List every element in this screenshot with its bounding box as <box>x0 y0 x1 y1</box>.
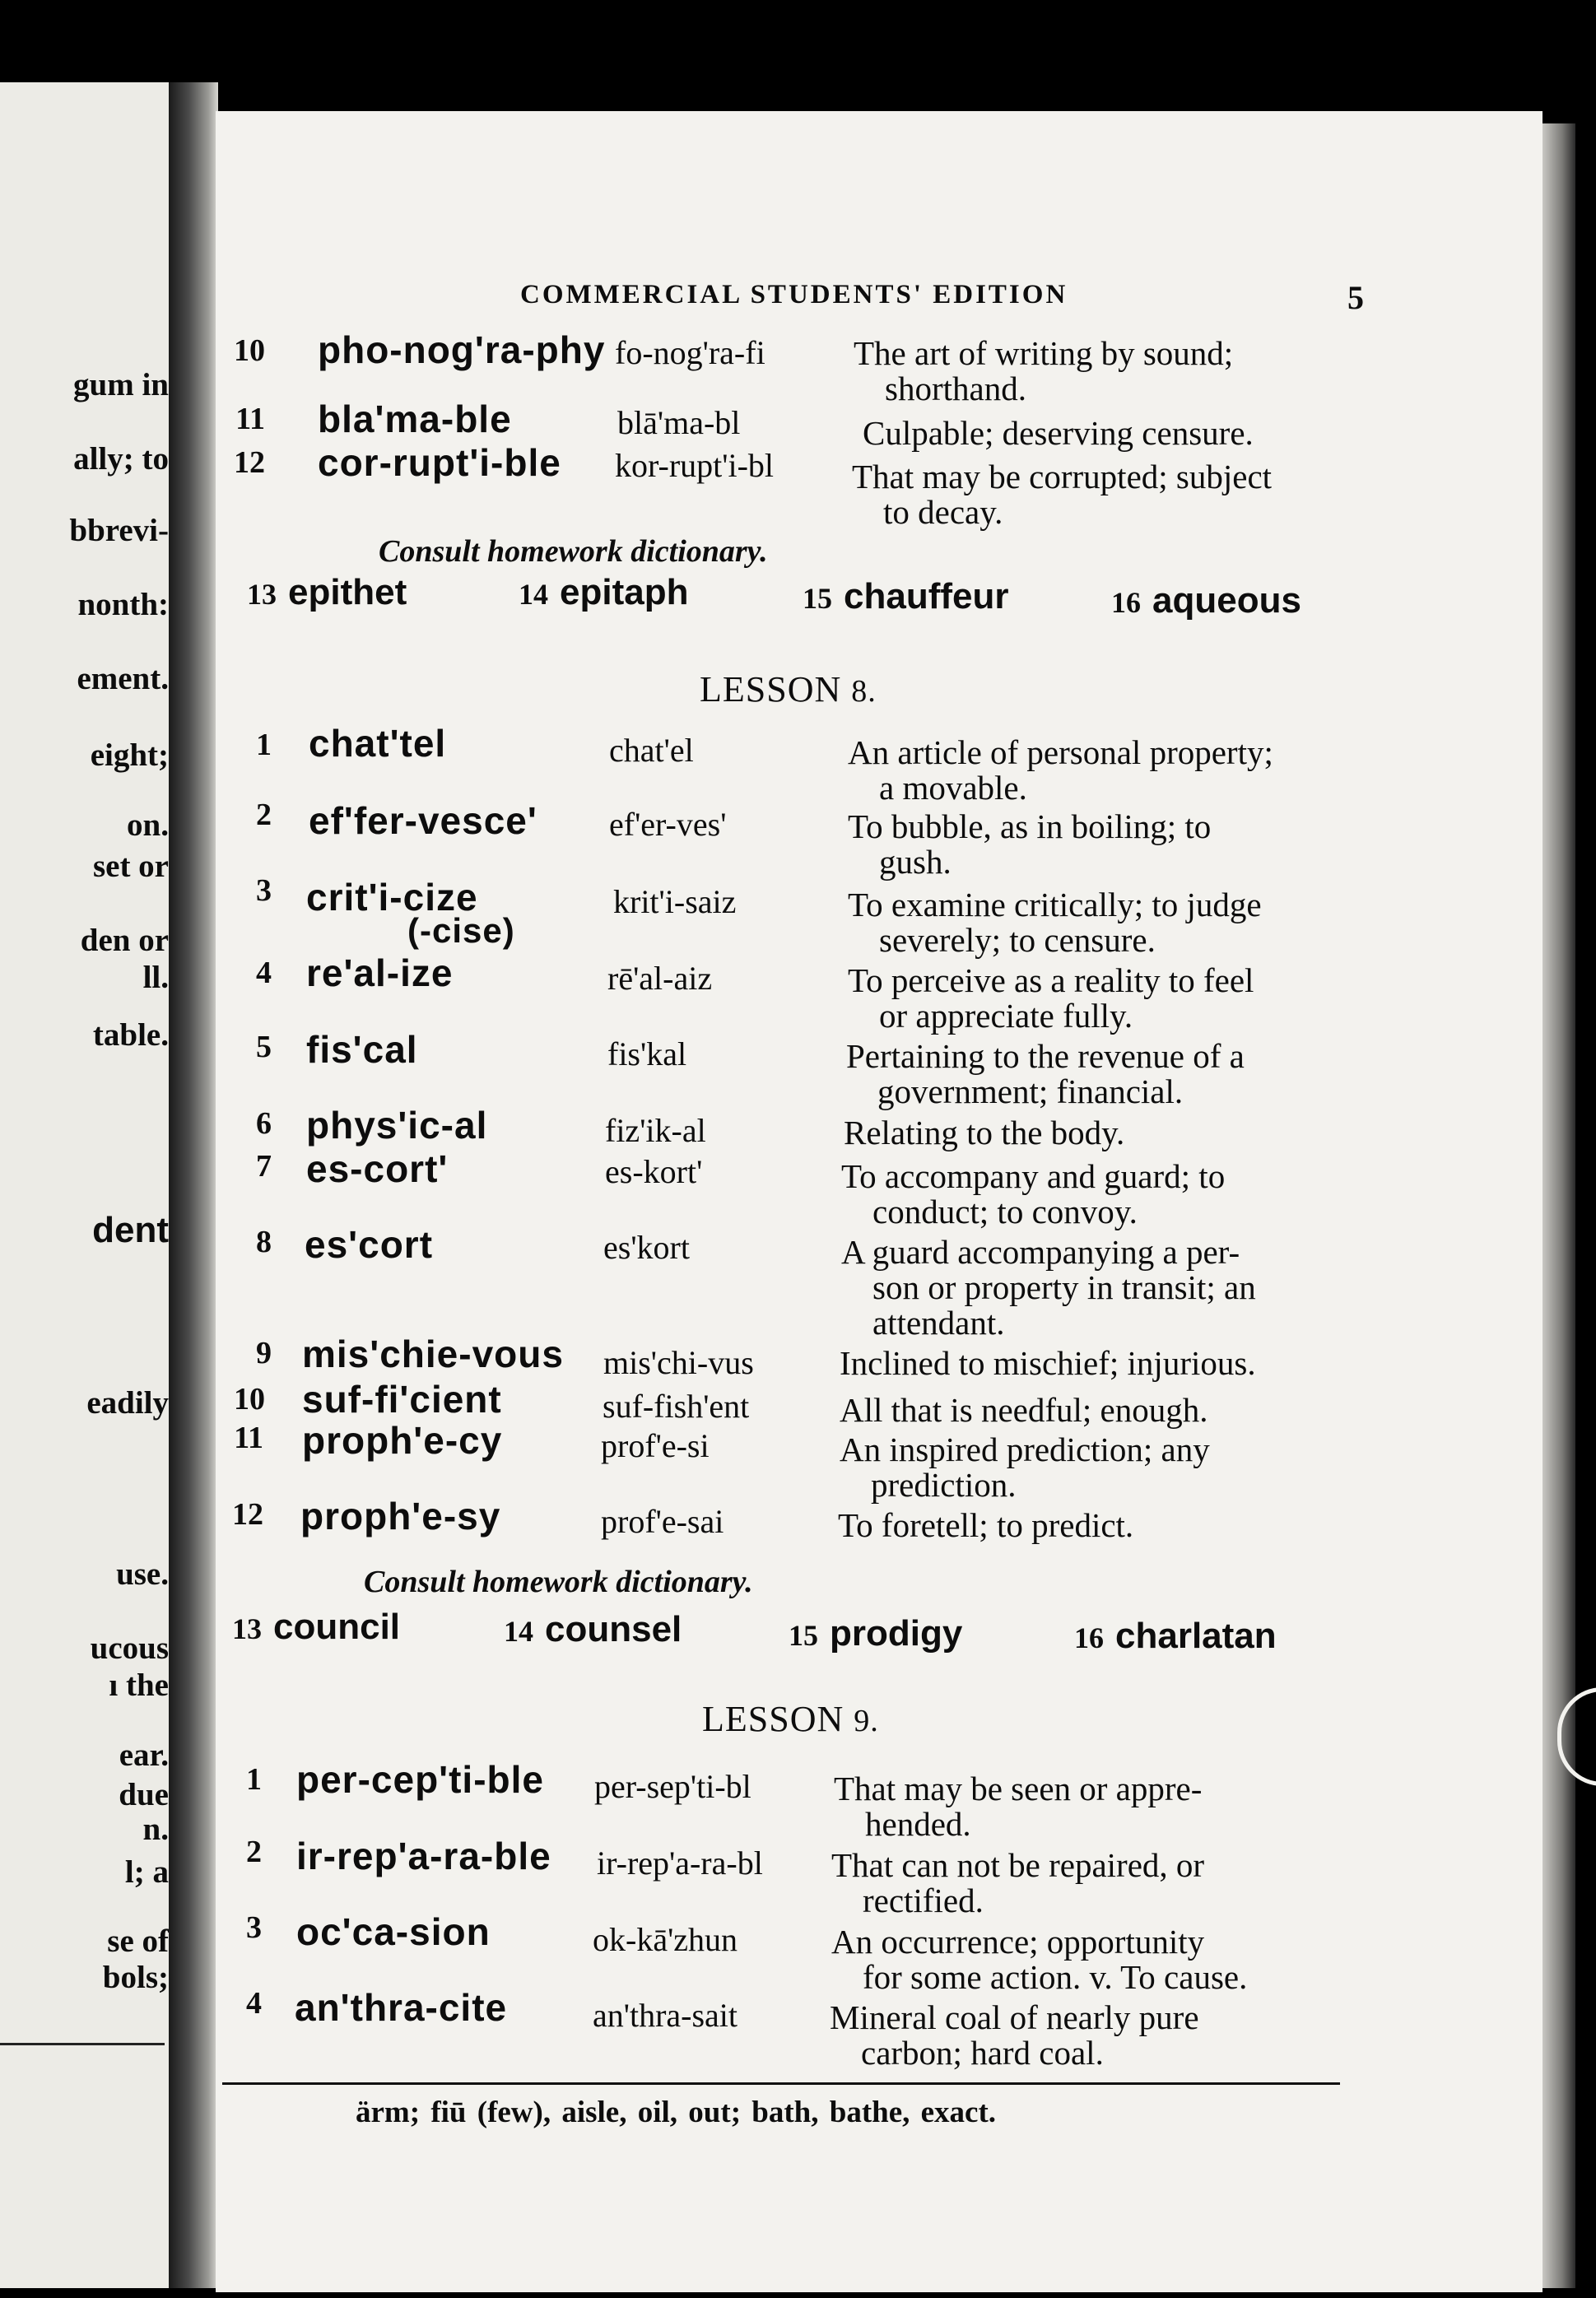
consult-note: Consult homework dictionary. <box>364 1565 753 1599</box>
entry-word: re'al-ize <box>306 951 454 994</box>
entry-pronunciation: mis'chi-vus <box>603 1344 754 1381</box>
entry-number: 12 <box>232 1497 263 1532</box>
entry-definition: An article of personal property; a movable. <box>848 733 1273 807</box>
book-gutter <box>169 82 218 2288</box>
entry-word: es-cort' <box>306 1147 449 1190</box>
entry-definition: Inclined to mischief; injurious. <box>840 1344 1256 1382</box>
entry-number: 4 <box>256 956 272 990</box>
entry-number: 6 <box>256 1106 272 1141</box>
extra-word: 14 counsel <box>504 1609 682 1649</box>
left-fragment: n. <box>142 1812 169 1847</box>
left-fragment: dent <box>92 1210 169 1250</box>
lesson-heading: LESSON 9. <box>702 1699 879 1739</box>
entry-word: fis'cal <box>306 1028 418 1071</box>
entry-number: 4 <box>246 1986 262 2021</box>
entry-number: 8 <box>256 1225 272 1259</box>
entry-pronunciation: fiz'ik-al <box>605 1112 706 1149</box>
entry-definition: An inspired prediction; any prediction. <box>840 1430 1210 1504</box>
entry-word: ir-rep'a-ra-ble <box>296 1835 551 1877</box>
entry-word: mis'chie-vous <box>302 1333 564 1375</box>
entry-number: 2 <box>256 798 272 832</box>
entry-pronunciation: krit'i-saiz <box>613 883 737 920</box>
entry-word-variant: (-cise) <box>407 911 515 950</box>
entry-word: ef'fer-vesce' <box>309 799 537 842</box>
entry-definition: To bubble, as in boiling; to gush. <box>848 807 1212 881</box>
left-fragment: gum in <box>73 367 169 402</box>
entry-word: es'cort <box>305 1223 434 1266</box>
entry-number: 1 <box>256 728 272 762</box>
entry-word: cor-rupt'i-ble <box>318 441 561 484</box>
entry-definition: An occurrence; opportunity for some action. v. To cause. <box>831 1923 1248 1996</box>
left-fragment: table. <box>92 1017 169 1053</box>
entry-pronunciation: prof'e-si <box>601 1427 710 1464</box>
entry-definition: That can not be repaired, or rectified. <box>831 1846 1205 1919</box>
entry-pronunciation: prof'e-sai <box>601 1503 724 1540</box>
entry-definition: Mineral coal of nearly pure carbon; hard coal. <box>830 1998 1199 2072</box>
entry-definition: Pertaining to the revenue of a government; financial. <box>846 1037 1245 1110</box>
extra-word: 13 council <box>232 1607 401 1647</box>
left-fragment: set or <box>92 849 169 884</box>
entry-word: suf-fi'cient <box>302 1378 502 1421</box>
entry-definition: That may be corrupted; subject to decay. <box>852 458 1273 531</box>
extra-word: 16 charlatan <box>1074 1616 1277 1656</box>
entry-pronunciation: per-sep'ti-bl <box>594 1768 751 1805</box>
extra-word: 15 chauffeur <box>803 576 1009 616</box>
left-fragment: l; a <box>124 1854 169 1890</box>
entry-word: an'thra-cite <box>295 1986 508 2029</box>
entry-pronunciation: ir-rep'a-ra-bl <box>597 1844 763 1882</box>
entry-pronunciation: rē'al-aiz <box>607 960 713 997</box>
left-fragment: eight; <box>90 737 169 773</box>
extra-word: 15 prodigy <box>789 1613 963 1654</box>
entry-pronunciation: suf-fish'ent <box>603 1388 750 1425</box>
footer-rule <box>222 2082 1340 2085</box>
entry-pronunciation: es'kort <box>603 1229 690 1266</box>
left-fragment: on. <box>127 807 169 843</box>
extra-word: 13 epithet <box>247 572 407 612</box>
entry-number: 11 <box>234 1421 263 1455</box>
entry-word: proph'e-cy <box>302 1419 503 1462</box>
entry-word: proph'e-sy <box>300 1495 501 1537</box>
entry-number: 10 <box>234 1382 265 1416</box>
entry-definition: Relating to the body. <box>844 1114 1125 1151</box>
entry-number: 9 <box>256 1336 272 1370</box>
entry-word: chat'tel <box>309 722 447 765</box>
entry-number: 3 <box>246 1910 262 1945</box>
left-fragment: se of <box>107 1924 169 1959</box>
left-fragment: ucous <box>90 1630 169 1666</box>
entry-number: 7 <box>256 1149 272 1184</box>
entry-pronunciation: chat'el <box>609 732 694 769</box>
entry-word: oc'ca-sion <box>296 1910 491 1953</box>
entry-word: crit'i-cize <box>306 876 478 919</box>
left-fragment: nonth: <box>77 587 169 622</box>
entry-definition: A guard accompanying a per- son or property in transit; an attendant. <box>841 1233 1256 1342</box>
entry-pronunciation: an'thra-sait <box>593 1997 738 2034</box>
consult-note: Consult homework dictionary. <box>379 534 768 569</box>
entry-number: 5 <box>256 1030 272 1064</box>
left-fragment: ll. <box>142 960 169 995</box>
entry-word: bla'ma-ble <box>318 398 512 440</box>
entry-number: 2 <box>246 1835 262 1869</box>
entry-pronunciation: fis'kal <box>607 1035 687 1072</box>
entry-definition: That may be seen or appre- hended. <box>834 1770 1203 1843</box>
entry-word: phys'ic-al <box>306 1104 488 1147</box>
left-fragment: ear. <box>119 1737 169 1773</box>
left-fragment: bols; <box>102 1960 169 1995</box>
entry-number: 11 <box>235 402 265 436</box>
left-fragment: ally; to <box>73 441 169 477</box>
left-fragment: bbrevi- <box>69 513 169 548</box>
pronunciation-key: ärm; fiū (few), aisle, oil, out; bath, bathe, exact. <box>356 2096 997 2129</box>
entry-definition: The art of writing by sound; shorthand. <box>854 334 1234 407</box>
entry-pronunciation: ef'er-ves' <box>609 806 727 843</box>
entry-number: 10 <box>234 333 265 368</box>
entry-definition: To accompany and guard; to conduct; to convoy. <box>841 1157 1226 1230</box>
entry-definition: All that is needful; enough. <box>840 1391 1208 1429</box>
left-fragment: ement. <box>77 661 169 696</box>
extra-word: 16 aqueous <box>1111 580 1301 621</box>
entry-pronunciation: blā'ma-bl <box>617 404 741 441</box>
entry-number: 1 <box>246 1762 262 1797</box>
entry-pronunciation: ok-kā'zhun <box>593 1921 738 1958</box>
entry-definition: To perceive as a reality to feel or appreciate fully. <box>848 961 1254 1035</box>
entry-pronunciation: fo-nog'ra-fi <box>615 334 765 371</box>
entry-definition: Culpable; deserving censure. <box>863 414 1254 452</box>
left-fragment: den or <box>80 923 169 958</box>
left-fragment: due <box>119 1777 169 1812</box>
page-number: 5 <box>1347 279 1364 316</box>
entry-definition: To foretell; to predict. <box>838 1506 1134 1544</box>
lesson-heading: LESSON 8. <box>700 669 877 709</box>
entry-number: 12 <box>234 445 265 480</box>
entry-word: pho-nog'ra-phy <box>318 328 606 371</box>
left-fragment: use. <box>116 1556 169 1592</box>
entry-pronunciation: kor-rupt'i-bl <box>615 447 775 484</box>
entry-word: per-cep'ti-ble <box>296 1758 544 1801</box>
running-head: COMMERCIAL STUDENTS' EDITION <box>520 280 1068 309</box>
entry-number: 3 <box>256 873 272 908</box>
extra-word: 14 epitaph <box>519 572 689 612</box>
entry-definition: To examine critically; to judge severely; to censure. <box>848 886 1262 959</box>
left-bottom-rule <box>0 2043 165 2045</box>
left-fragment: eadily <box>86 1385 169 1421</box>
entry-pronunciation: es-kort' <box>605 1153 703 1190</box>
left-page-fragment <box>0 82 169 2288</box>
left-fragment: ı the <box>109 1668 169 1703</box>
